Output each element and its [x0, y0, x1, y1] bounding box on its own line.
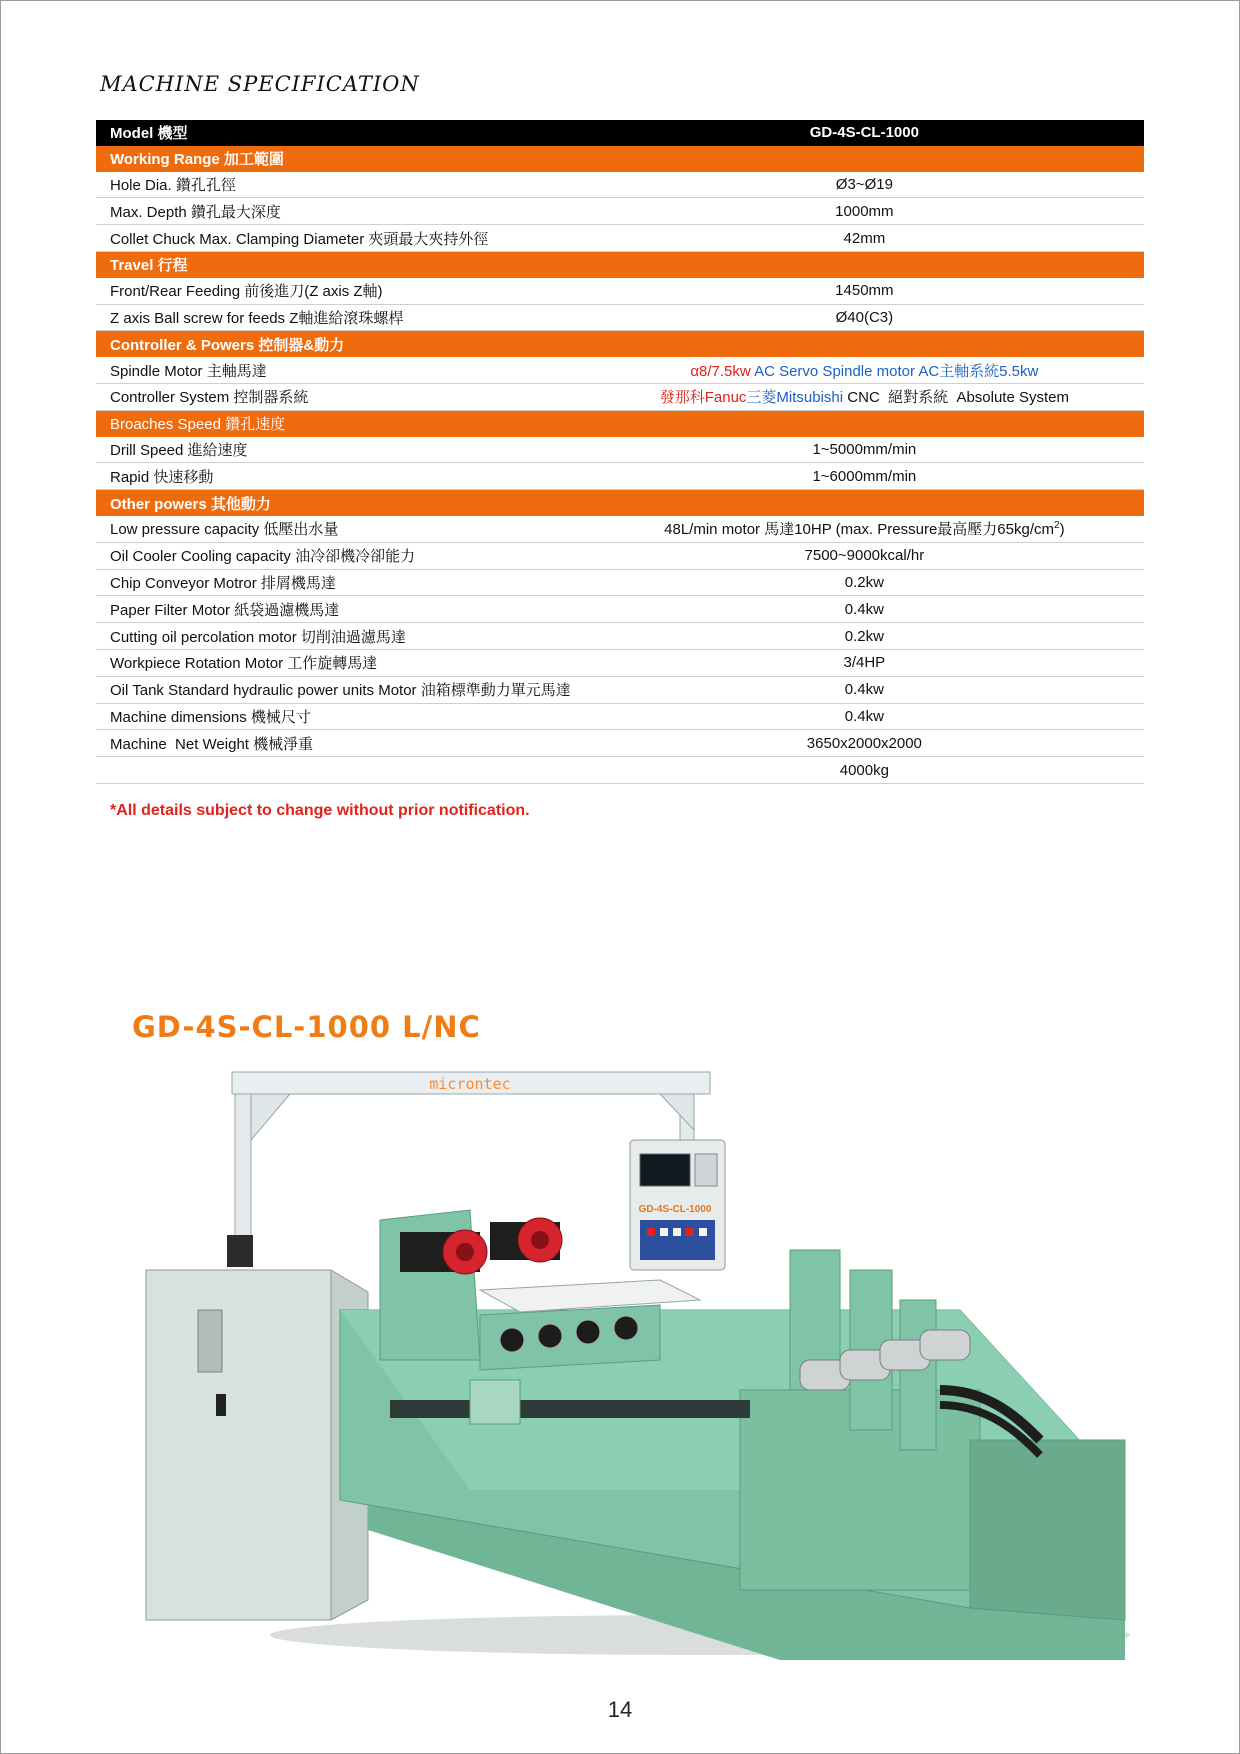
row-value: 0.4kw	[585, 596, 1144, 623]
document-title: MACHINE SPECIFICATION	[100, 72, 420, 96]
row-value: Ø40(C3)	[585, 304, 1144, 331]
row-label: Z axis Ball screw for feeds Z軸進給滾珠螺桿	[96, 304, 585, 331]
row-value: 1~5000mm/min	[585, 437, 1144, 463]
row-value: 3650x2000x2000	[585, 730, 1144, 757]
cnc-control-panel	[630, 1140, 725, 1270]
row-label: Collet Chuck Max. Clamping Diameter 夾頭最大夾持外徑	[96, 225, 585, 252]
notice-text: *All details subject to change without prior notification.	[110, 802, 530, 819]
row-label: Controller System 控制器系統	[96, 383, 585, 410]
table-row	[96, 623, 1144, 650]
row-label: Spindle Motor 主軸馬達	[96, 357, 585, 383]
row-value	[585, 357, 1144, 383]
row-value: 42mm	[585, 225, 1144, 252]
row-value: Ø3~Ø19	[585, 172, 1144, 198]
section-working-range	[96, 146, 1144, 172]
table-row	[96, 383, 1144, 410]
row-label: Rapid 快速移動	[96, 463, 585, 490]
table-row	[96, 278, 1144, 304]
bed-rail	[390, 1400, 750, 1418]
table-row	[96, 516, 1144, 542]
row-value: 7500~9000kcal/hr	[585, 542, 1144, 569]
table-row	[96, 542, 1144, 569]
table-row	[96, 703, 1144, 730]
table-row	[96, 437, 1144, 463]
machine-base	[340, 1310, 1125, 1660]
panel-label: GD-4S-CL-1000	[638, 1204, 712, 1215]
low-pressure-value: 48L/min motor 馬達10HP (max. Pressure最高壓力65kg/cm	[664, 521, 1054, 539]
spec-table	[96, 120, 1144, 784]
table-row	[96, 730, 1144, 757]
row-value: 4000kg	[585, 757, 1144, 784]
row-value: 1450mm	[585, 278, 1144, 304]
model-label: Model 機型	[96, 120, 585, 146]
section-controller-powers	[96, 331, 1144, 357]
machine-illustration	[140, 1060, 1130, 1670]
low-pressure-tail: )	[1059, 521, 1065, 539]
row-label: Drill Speed 進給速度	[96, 437, 585, 463]
table-row	[96, 569, 1144, 596]
section-label: Controller & Powers 控制器&動力	[96, 331, 1144, 357]
controller-fanuc: 發那科Fanuc	[659, 389, 747, 407]
row-label: Oil Tank Standard hydraulic power units Motor 油箱標準動力單元馬達	[96, 676, 585, 703]
row-value: 1000mm	[585, 198, 1144, 225]
row-label: Machine Net Weight 機械淨重	[96, 730, 585, 757]
table-row	[96, 357, 1144, 383]
row-value: 1~6000mm/min	[585, 463, 1144, 490]
row-label	[96, 757, 585, 784]
spindle-motor-type: AC Servo Spindle motor AC主軸系統5.5kw	[754, 362, 1039, 380]
section-label: Travel 行程	[96, 251, 1144, 277]
table-row	[96, 676, 1144, 703]
beam-logo: microntec	[429, 1075, 511, 1093]
model-value: GD-4S-CL-1000	[585, 120, 1144, 146]
row-label: Low pressure capacity 低壓出水量	[96, 516, 585, 542]
table-row	[96, 463, 1144, 490]
row-value: 0.2kw	[585, 623, 1144, 650]
table-row	[96, 596, 1144, 623]
controller-cnc: CNC 絕對系統 Absolute System	[843, 389, 1069, 407]
row-label: Paper Filter Motor 紙袋過濾機馬達	[96, 596, 585, 623]
spindle-motor-rating: α8/7.5kw	[690, 362, 751, 380]
section-label: Working Range 加工範圍	[96, 146, 1144, 172]
section-label: Broaches Speed 鑽孔速度	[96, 410, 1144, 436]
section-label: Other powers 其他動力	[96, 490, 1144, 516]
row-value	[585, 516, 1144, 542]
table-row	[96, 225, 1144, 252]
row-value: 0.2kw	[585, 569, 1144, 596]
product-title: GD-4S-CL-1000 L/NC	[132, 1010, 481, 1044]
row-label: Oil Cooler Cooling capacity 油冷卻機冷卻能力	[96, 542, 585, 569]
row-label: Front/Rear Feeding 前後進刀(Z axis Z軸)	[96, 278, 585, 304]
row-value: 0.4kw	[585, 703, 1144, 730]
row-value	[585, 383, 1144, 410]
section-other-powers	[96, 490, 1144, 516]
row-label: Machine dimensions 機械尺寸	[96, 703, 585, 730]
low-pressure-superscript: 2	[1054, 520, 1060, 532]
section-travel	[96, 251, 1144, 277]
row-label: Max. Depth 鑽孔最大深度	[96, 198, 585, 225]
table-row	[96, 172, 1144, 198]
table-row	[96, 757, 1144, 784]
table-row	[96, 304, 1144, 331]
row-value: 0.4kw	[585, 676, 1144, 703]
page-number: 14	[607, 1697, 633, 1722]
row-label: Hole Dia. 鑽孔孔徑	[96, 172, 585, 198]
row-label: Chip Conveyor Motror 排屑機馬達	[96, 569, 585, 596]
table-row	[96, 198, 1144, 225]
row-value: 3/4HP	[585, 649, 1144, 676]
section-broaches-speed	[96, 410, 1144, 436]
controller-mitsubishi: 三菱Mitsubishi	[746, 389, 844, 407]
electrical-cabinet	[146, 1270, 368, 1620]
row-label: Workpiece Rotation Motor 工作旋轉馬達	[96, 649, 585, 676]
row-label: Cutting oil percolation motor 切削油過濾馬達	[96, 623, 585, 650]
table-header-row	[96, 120, 1144, 146]
table-row	[96, 649, 1144, 676]
